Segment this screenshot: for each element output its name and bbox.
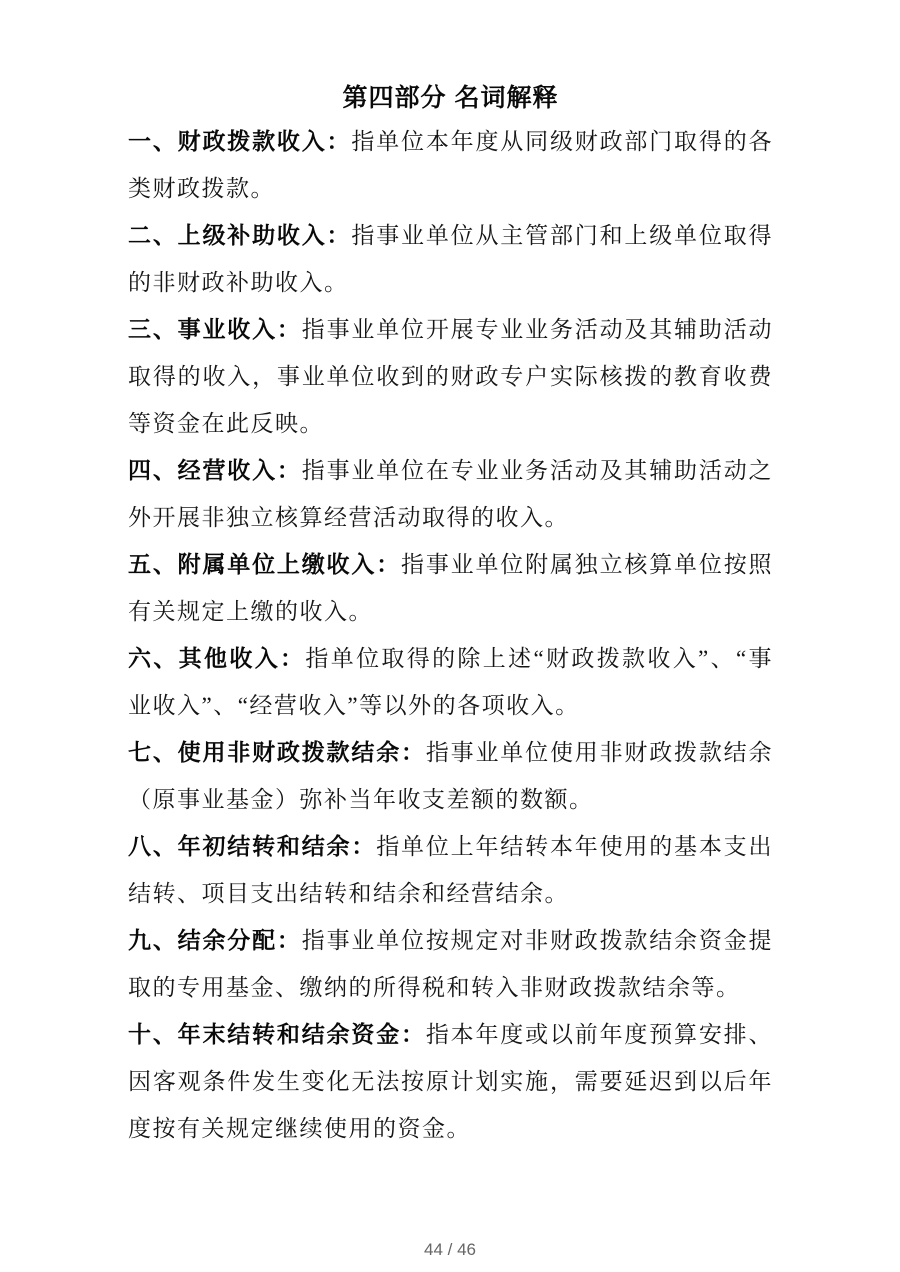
- glossary-term: [128, 447, 773, 541]
- term-definition: 指单位本年度从同级财政部门取得的各类财政拨款。: [128, 129, 774, 201]
- page-title: 第四部分 名词解释: [342, 84, 559, 112]
- term-label: 二、上级补助收入：: [128, 222, 352, 248]
- glossary-term: [128, 541, 773, 635]
- term-label: 十、年末结转和结余资金：: [128, 1021, 426, 1047]
- term-definition: 指事业单位从主管部门和上级单位取得的非财政补助收入。: [128, 223, 774, 295]
- glossary-term: [128, 306, 773, 447]
- glossary-term: [128, 823, 773, 917]
- term-definition: 指本年度或以前年度预算安排、因客观条件发生变化无法按原计划实施，需要延迟到以后年度按有关规定继续使用的资金。: [128, 1022, 774, 1141]
- term-definition: 指事业单位使用非财政拨款结余（原事业基金）弥补当年收支差额的数额。: [128, 740, 774, 812]
- term-label: 三、事业收入：: [128, 316, 302, 342]
- term-label: 五、附属单位上缴收入：: [128, 551, 402, 577]
- glossary-term: [128, 917, 773, 1011]
- term-label: 四、经营收入：: [128, 457, 302, 483]
- term-definition: 指事业单位按规定对非财政拨款结余资金提取的专用基金、缴纳的所得税和转入非财政拨款结余等。: [128, 928, 774, 1000]
- term-label: 八、年初结转和结余：: [128, 833, 377, 859]
- term-definition: 指事业单位在专业业务活动及其辅助活动之外开展非独立核算经营活动取得的收入。: [128, 458, 774, 530]
- term-definition: 指单位取得的除上述“财政拨款收入”、“事业收入”、“经营收入”等以外的各项收入。: [128, 646, 773, 718]
- page-number: 44 / 46: [424, 1240, 476, 1259]
- term-definition: 指事业单位附属独立核算单位按照有关规定上缴的收入。: [128, 552, 774, 624]
- term-label: 六、其他收入：: [128, 645, 306, 671]
- glossary-term: [128, 1011, 773, 1152]
- term-label: 九、结余分配：: [128, 927, 302, 953]
- glossary-term: [128, 118, 773, 212]
- term-definition: 指单位上年结转本年使用的基本支出结转、项目支出结转和结余和经营结余。: [128, 834, 774, 906]
- glossary-term: [128, 212, 773, 306]
- glossary-term: [128, 635, 773, 729]
- term-label: 七、使用非财政拨款结余：: [128, 739, 426, 765]
- term-definition: 指事业单位开展专业业务活动及其辅助活动取得的收入，事业单位收到的财政专户实际核拨的教育收费等资金在此反映。: [128, 317, 774, 436]
- glossary-term: [128, 729, 773, 823]
- term-label: 一、财政拨款收入：: [128, 128, 352, 154]
